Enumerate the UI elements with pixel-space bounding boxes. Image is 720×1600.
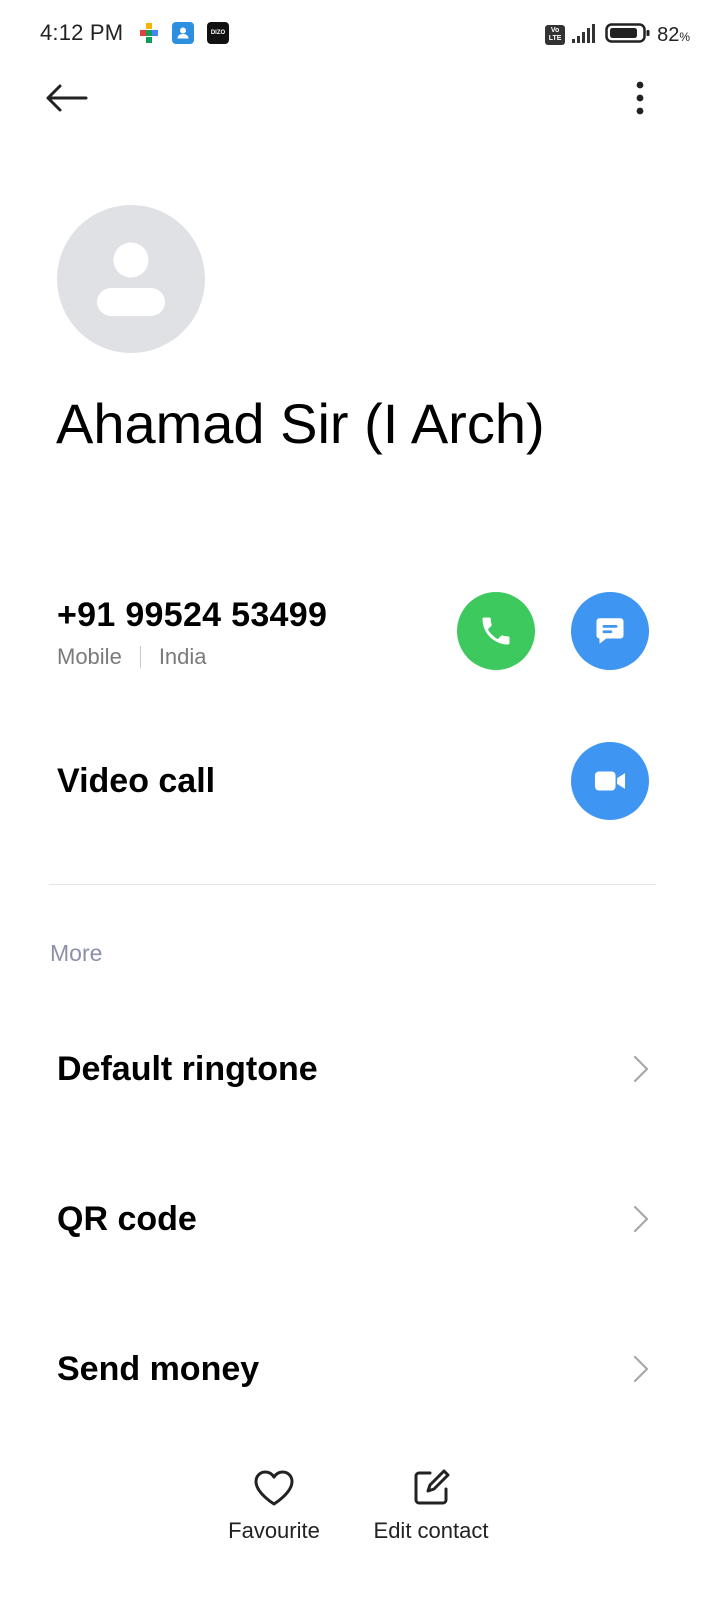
chevron-right-icon <box>626 1054 656 1084</box>
status-bar <box>0 0 720 70</box>
phone-meta <box>57 644 207 670</box>
more-options-button[interactable] <box>614 72 666 124</box>
edit-contact-button[interactable] <box>366 1466 496 1556</box>
section-divider <box>49 884 656 885</box>
game-notification-icon <box>138 22 160 44</box>
contacts-notification-icon <box>172 22 194 44</box>
video-call-button[interactable] <box>571 742 649 820</box>
message-button[interactable] <box>571 592 649 670</box>
heart-icon <box>252 1466 296 1510</box>
video-camera-icon <box>591 762 629 800</box>
send-money-item[interactable] <box>0 1316 720 1426</box>
back-button[interactable] <box>40 72 92 124</box>
chevron-right-icon <box>626 1204 656 1234</box>
battery-percent: 82% <box>657 23 690 46</box>
more-vertical-icon <box>635 81 645 115</box>
avatar <box>57 205 205 353</box>
phone-region: India <box>158 644 207 669</box>
more-section-title: More <box>50 940 103 966</box>
phone-icon <box>478 613 514 649</box>
meta-divider <box>140 646 141 668</box>
phone-type: Mobile <box>57 644 122 669</box>
signal-icon <box>571 22 599 49</box>
dizo-notification-icon: DIZO <box>207 22 229 44</box>
call-button[interactable] <box>457 592 535 670</box>
phone-number[interactable]: +91 99524 53499 <box>57 596 328 634</box>
volte-icon: Vo LTE <box>545 25 565 45</box>
default-ringtone-label: Default ringtone <box>57 1050 318 1088</box>
video-call-label[interactable]: Video call <box>57 762 216 800</box>
message-icon <box>592 613 628 649</box>
default-ringtone-item[interactable] <box>0 1016 720 1126</box>
battery-icon <box>605 22 651 49</box>
edit-icon <box>409 1466 453 1510</box>
person-placeholder-icon <box>95 241 167 317</box>
qr-code-label: QR code <box>57 1200 197 1238</box>
favourite-label: Favourite <box>228 1518 320 1543</box>
favourite-button[interactable] <box>222 1466 326 1556</box>
send-money-label: Send money <box>57 1350 260 1388</box>
contact-name: Ahamad Sir (I Arch) <box>56 392 545 455</box>
back-arrow-icon <box>44 83 88 113</box>
status-time: 4:12 PM <box>40 20 124 45</box>
status-indicators <box>545 22 690 48</box>
edit-contact-label: Edit contact <box>373 1518 489 1543</box>
chevron-right-icon <box>626 1354 656 1384</box>
qr-code-item[interactable] <box>0 1166 720 1276</box>
